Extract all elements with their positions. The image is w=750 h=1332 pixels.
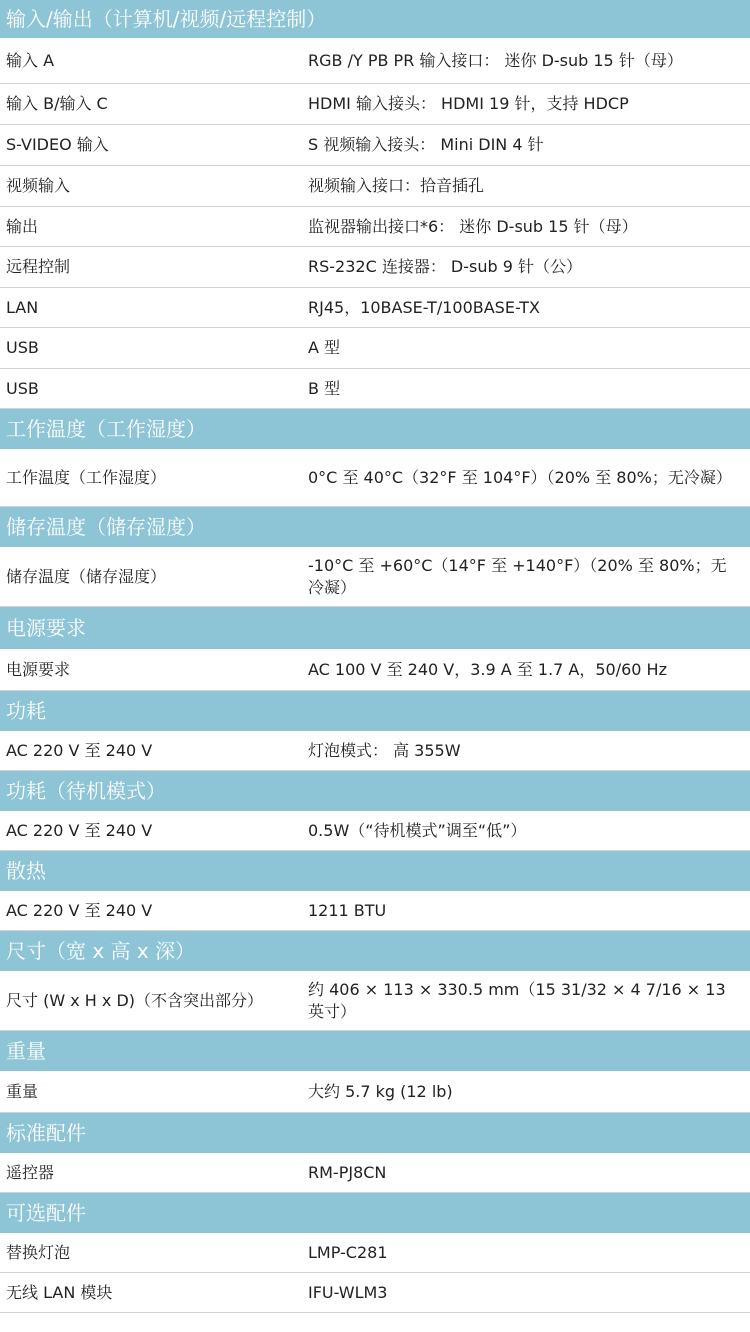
spec-label: 输出 — [6, 216, 39, 236]
spec-value: B 型 — [308, 378, 341, 398]
section-header: 输入/输出（计算机/视频/远程控制） — [0, 0, 750, 38]
spec-label: 视频输入 — [6, 176, 71, 195]
spec-value: 监视器输出接口*6： 迷你 D-sub 15 针（母） — [308, 216, 638, 236]
spec-row — [0, 125, 750, 166]
section-header: 标准配件 — [0, 1113, 750, 1153]
spec-value: -10°C 至 +60°C（14°F 至 +140°F）（20% 至 80%；无冷凝） — [308, 555, 727, 597]
spec-row — [0, 811, 750, 851]
spec-row — [0, 1071, 750, 1113]
section-header: 功耗 — [0, 691, 750, 731]
spec-row — [0, 731, 750, 771]
spec-row — [0, 449, 750, 507]
spec-row — [0, 547, 750, 607]
spec-row — [0, 1153, 750, 1193]
spec-label: 储存温度（储存湿度） — [6, 566, 167, 586]
spec-row — [0, 288, 750, 328]
section-header: 重量 — [0, 1031, 750, 1071]
spec-value: S 视频输入接头： Mini DIN 4 针 — [308, 135, 544, 154]
spec-label: 遥控器 — [6, 1162, 55, 1182]
spec-value: 大约 5.7 kg (12 lb) — [308, 1081, 453, 1101]
section-header: 电源要求 — [0, 607, 750, 649]
section-header: 储存温度（储存湿度） — [0, 507, 750, 547]
spec-row — [0, 1273, 750, 1313]
section-header: 功耗（待机模式） — [0, 771, 750, 811]
spec-value: 0.5W（“待机模式”调至“低”） — [308, 820, 527, 840]
spec-value: 视频输入接口：拾音插孔 — [308, 176, 485, 195]
spec-label: 替换灯泡 — [6, 1242, 71, 1262]
spec-row — [0, 166, 750, 207]
spec-row — [0, 971, 750, 1031]
spec-value: 约 406 × 113 × 330.5 mm（15 31/32 × 4 7/16 × 13 英寸） — [308, 979, 726, 1021]
spec-label: 无线 LAN 模块 — [6, 1282, 113, 1302]
spec-value: 0°C 至 40°C（32°F 至 104°F）（20% 至 80%；无冷凝） — [308, 467, 732, 487]
spec-value: 1211 BTU — [308, 900, 387, 920]
section-header: 可选配件 — [0, 1193, 750, 1233]
spec-label: LAN — [6, 297, 39, 317]
spec-value: HDMI 输入接头： HDMI 19 针，支持 HDCP — [308, 94, 629, 113]
spec-label: AC 220 V 至 240 V — [6, 900, 153, 920]
spec-label: 重量 — [6, 1081, 39, 1101]
spec-value: RS-232C 连接器： D-sub 9 针（公） — [308, 257, 583, 276]
spec-label: USB — [6, 378, 39, 398]
section-header: 尺寸（宽 x 高 x 深） — [0, 931, 750, 971]
spec-label: USB — [6, 338, 39, 357]
spec-value: AC 100 V 至 240 V，3.9 A 至 1.7 A，50/60 Hz — [308, 659, 667, 679]
spec-value: RGB /Y PB PR 输入接口： 迷你 D-sub 15 针（母） — [308, 50, 683, 70]
spec-value: A 型 — [308, 338, 341, 357]
spec-row — [0, 649, 750, 691]
spec-row — [0, 84, 750, 125]
spec-row — [0, 207, 750, 247]
spec-label: 输入 A — [6, 50, 55, 70]
spec-row — [0, 247, 750, 288]
section-header: 工作温度（工作湿度） — [0, 409, 750, 449]
spec-value: 灯泡模式： 高 355W — [308, 740, 461, 760]
spec-value: RJ45，10BASE-T/100BASE-TX — [308, 297, 540, 317]
spec-row — [0, 328, 750, 369]
spec-label: 电源要求 — [6, 659, 71, 679]
spec-value: IFU-WLM3 — [308, 1282, 388, 1302]
spec-label: 工作温度（工作湿度） — [6, 467, 167, 487]
spec-row — [0, 369, 750, 409]
spec-value: LMP-C281 — [308, 1242, 388, 1262]
spec-label: 远程控制 — [6, 257, 71, 276]
spec-row — [0, 891, 750, 931]
spec-label: AC 220 V 至 240 V — [6, 740, 153, 760]
spec-label: 输入 B/输入 C — [6, 94, 108, 113]
spec-row — [0, 38, 750, 84]
section-header: 散热 — [0, 851, 750, 891]
spec-value: RM-PJ8CN — [308, 1162, 387, 1182]
spec-label: 尺寸 (W x H x D)（不含突出部分） — [6, 990, 264, 1010]
spec-label: S-VIDEO 输入 — [6, 135, 109, 154]
spec-label: AC 220 V 至 240 V — [6, 820, 153, 840]
spec-row — [0, 1233, 750, 1273]
